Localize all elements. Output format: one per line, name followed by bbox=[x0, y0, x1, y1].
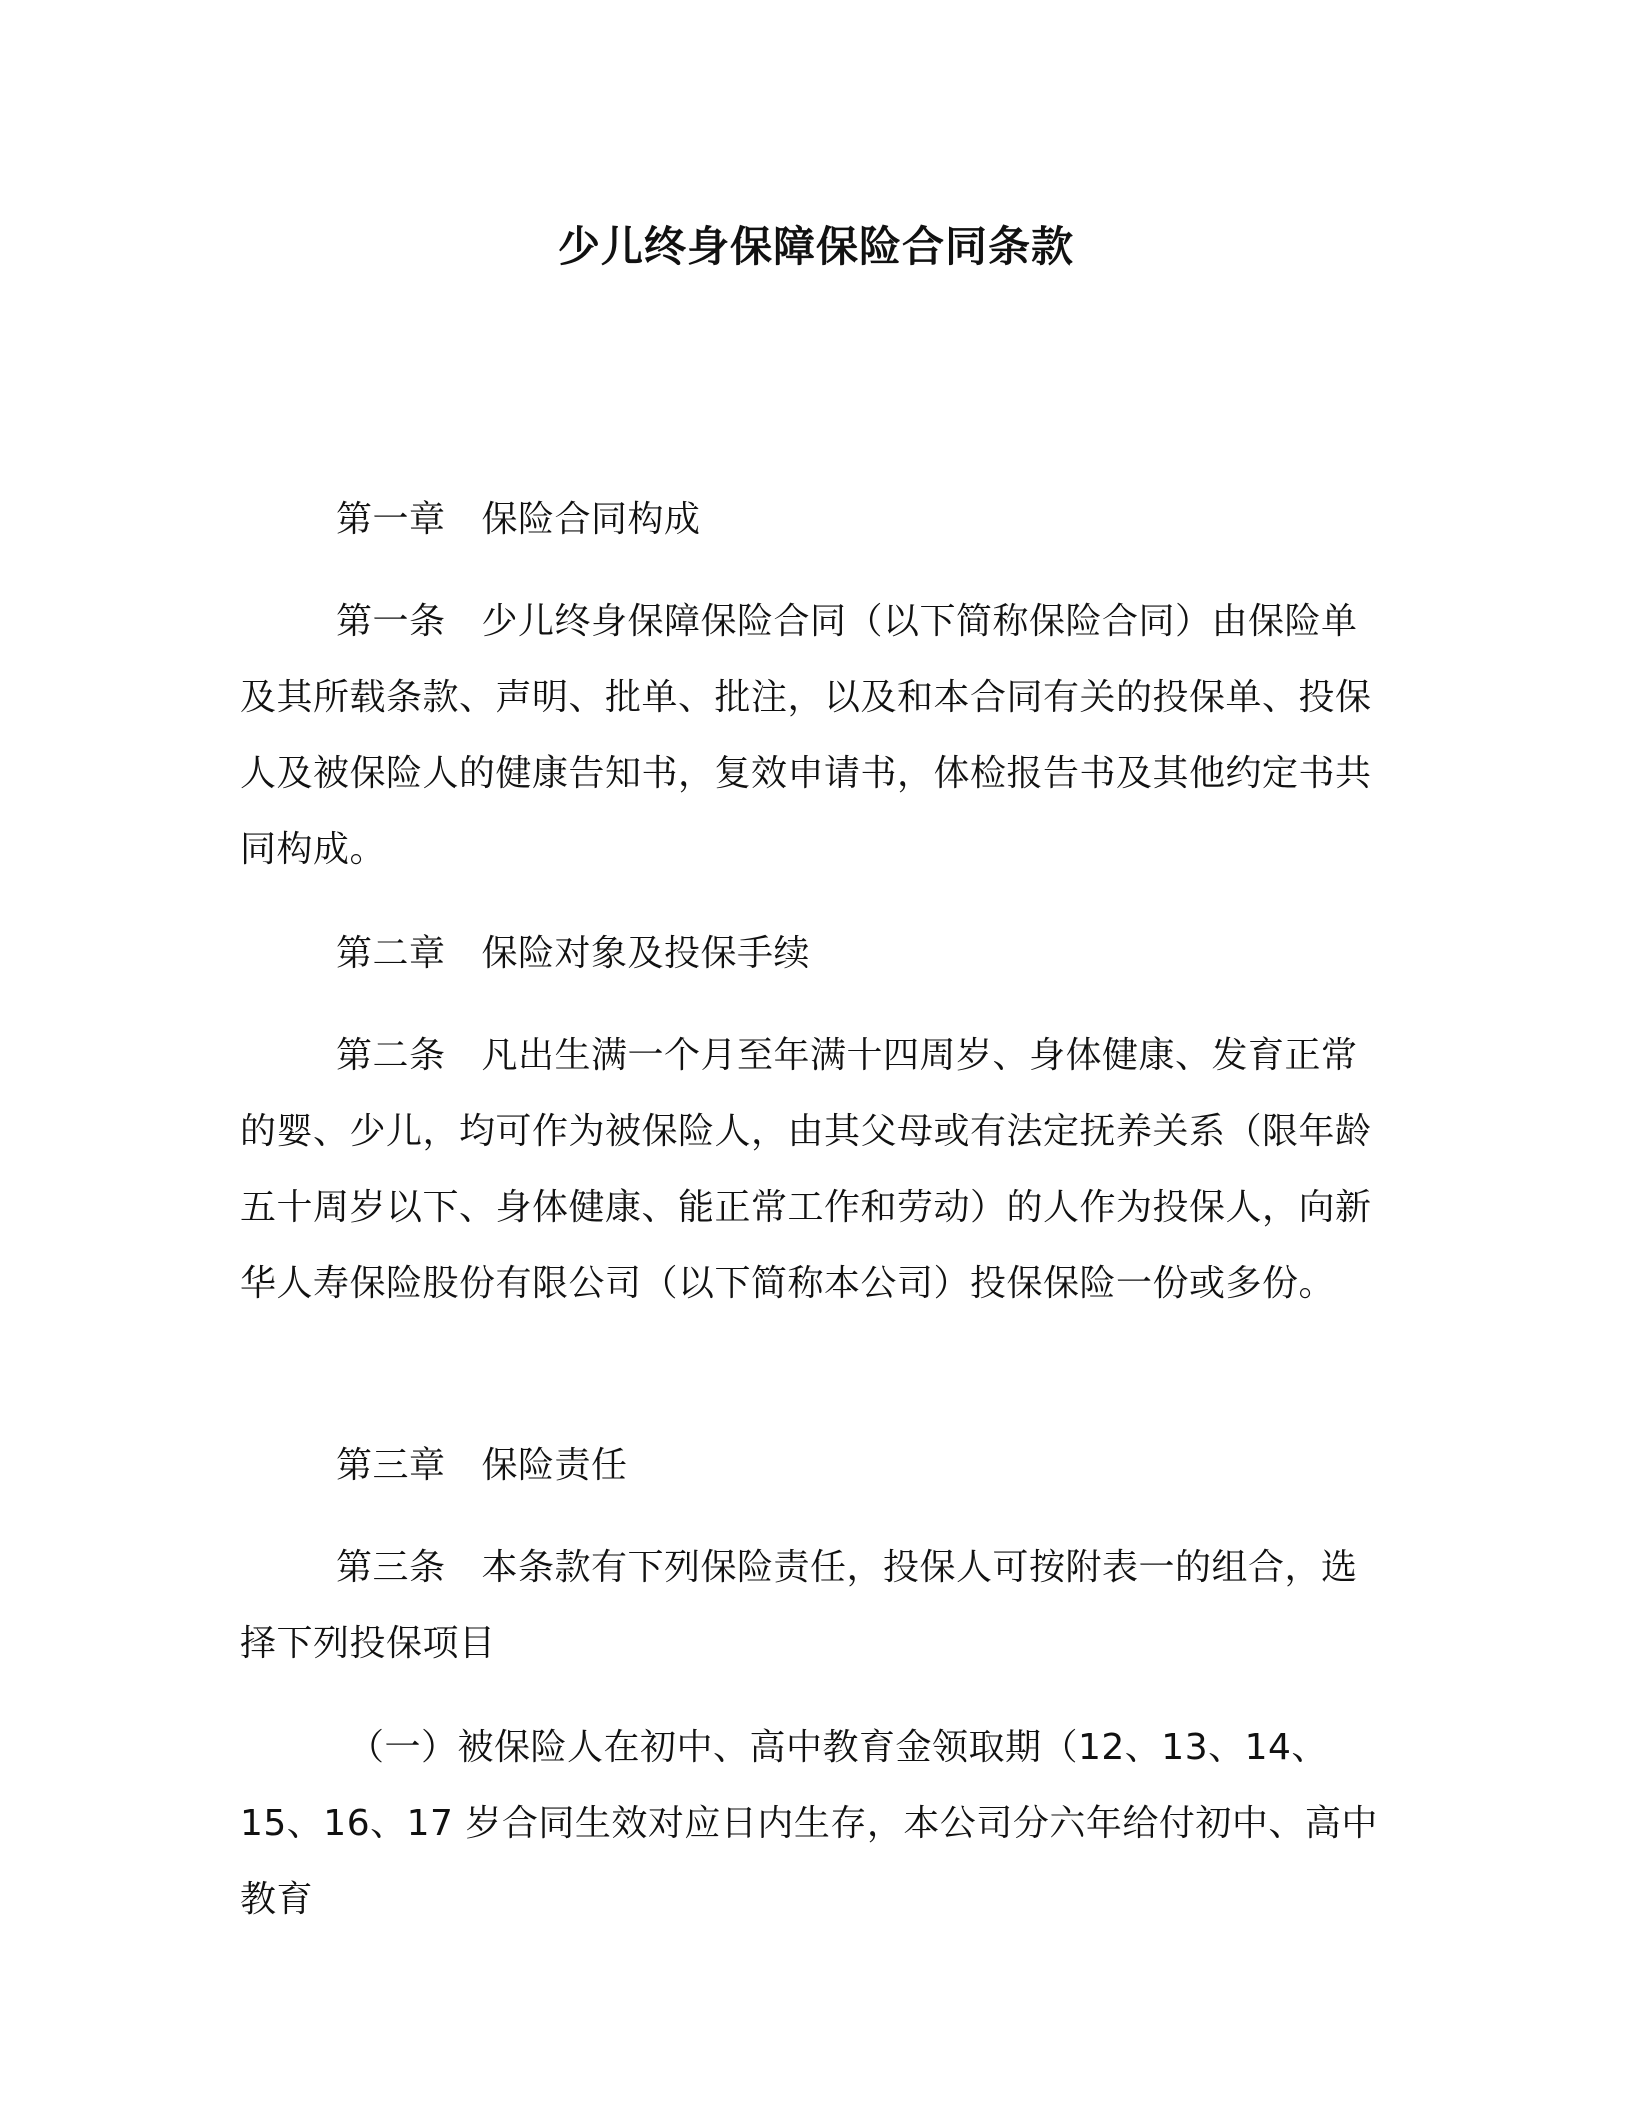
article-3-label: 第三条 bbox=[336, 1547, 446, 1588]
chapter-1-title: 保险合同构成 bbox=[481, 499, 701, 540]
chapter-2-title: 保险对象及投保手续 bbox=[481, 933, 811, 974]
article-1-paragraph bbox=[240, 584, 1380, 888]
chapter-1-heading bbox=[240, 482, 1380, 558]
item-1-paragraph bbox=[240, 1710, 1380, 1938]
chapter-3-title: 保险责任 bbox=[481, 1445, 628, 1486]
article-1-label: 第一条 bbox=[336, 601, 446, 642]
article-2-label: 第二条 bbox=[336, 1035, 446, 1076]
article-3-text: 本条款有下列保险责任，投保人可按附表一的组合，选择下列投保项目 bbox=[240, 1547, 1358, 1664]
chapter-1-label: 第一章 bbox=[336, 499, 446, 540]
document-title: 少儿终身保障保险合同条款 bbox=[557, 222, 1074, 271]
item-1-text: （一）被保险人在初中、高中教育金领取期（12、13、14、15、16、17 岁合同生效对应日内生存，本公司分六年给付初中、高中教育 bbox=[240, 1727, 1378, 1920]
article-2-paragraph bbox=[240, 1018, 1380, 1322]
article-2-text: 凡出生满一个月至年满十四周岁、身体健康、发育正常的婴、少儿，均可作为被保险人，由其父母或有法定抚养关系（限年龄五十周岁以下、身体健康、能正常工作和劳动）的人作为投保人，向新华人寿保险股份有限公司（以下简称本公司）投保保险一份或多份。 bbox=[240, 1035, 1372, 1304]
chapter-3-label: 第三章 bbox=[336, 1445, 446, 1486]
chapter-2-label: 第二章 bbox=[336, 933, 446, 974]
chapter-3-heading bbox=[240, 1428, 1380, 1504]
article-3-paragraph bbox=[240, 1530, 1380, 1682]
chapter-2-heading bbox=[240, 916, 1380, 992]
article-1-text: 少儿终身保障保险合同（以下简称保险合同）由保险单及其所载条款、声明、批单、批注，以及和本合同有关的投保单、投保人及被保险人的健康告知书，复效申请书，体检报告书及其他约定书共同构成。 bbox=[240, 601, 1372, 870]
